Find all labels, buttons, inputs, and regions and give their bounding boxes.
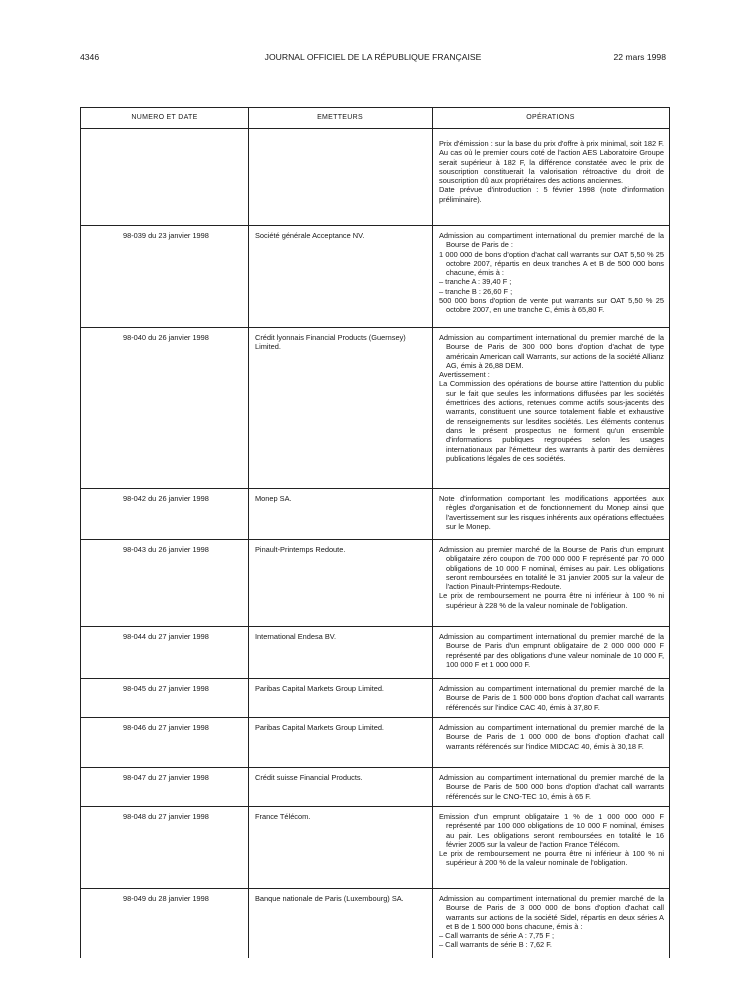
row-separator (81, 767, 669, 768)
operation-paragraph: Admission au compartiment international du premier marché de la Bourse de Paris de 300 000 bons d'option d'achat de type américain American call Warrants, sur actions de la société Allianz AG, émis à 26,88 DEM. (439, 333, 664, 370)
operation-paragraph: Le prix de remboursement ne pourra être ni inférieur à 100 % ni supérieur à 228 % de la valeur nominale de l'obligation. (439, 591, 664, 610)
column-divider (432, 108, 433, 958)
table-header (81, 108, 669, 129)
operation-paragraph: – tranche A : 39,40 F ; (439, 277, 512, 287)
row-issuer: Banque nationale de Paris (Luxembourg) SA. (255, 894, 404, 903)
operation-paragraph: 500 000 bons d'option de vente put warrants sur OAT 5,50 % 25 octobre 2007, en une tranche C, émis à 65,80 F. (439, 296, 664, 315)
row-issuer: Paribas Capital Markets Group Limited. (255, 723, 384, 732)
row-operations (439, 231, 664, 315)
header-numero-et-date: NUMERO ET DATE (131, 114, 198, 121)
row-number-date: 98-040 du 26 janvier 1998 (123, 333, 209, 342)
row-operations (439, 723, 664, 751)
operation-paragraph: Admission au compartiment international du premier marché de la Bourse de Paris de 500 000 bons d'option d'achat call warrants référencés sur le CNO-TEC 10, émis à 65 F. (439, 773, 664, 801)
row-separator (81, 626, 669, 627)
row-separator (81, 225, 669, 226)
row-number-date: 98-046 du 27 janvier 1998 (123, 723, 209, 732)
operation-paragraph: Date prévue d'introduction : 5 février 1998 (note d'information préliminaire). (439, 185, 664, 204)
operation-paragraph: Admission au compartiment international du premier marché de la Bourse de Paris de 1 500 000 bons d'option d'achat call warrants référencés sur l'indice CAC 40, émis à 37,80 F. (439, 684, 664, 712)
row-issuer: Pinault-Printemps Redoute. (255, 545, 346, 554)
row-number-date: 98-047 du 27 janvier 1998 (123, 773, 209, 782)
row-separator (81, 678, 669, 679)
row-number-date: 98-043 du 26 janvier 1998 (123, 545, 209, 554)
operation-paragraph: – Call warrants de série B : 7,62 F. (439, 940, 552, 950)
row-number-date: 98-048 du 27 janvier 1998 (123, 812, 209, 821)
operations-table (80, 107, 670, 958)
operation-paragraph: Admission au premier marché de la Bourse de Paris d'un emprunt obligataire zéro coupon de 700 000 000 F représenté par 70 000 obligations de 10 000 F nominal, émises au pair. Les obligations seront remboursées en totalité le 31 janvier 2005 sur la valeur de l'action Pinault-Printemps-Redoute. (439, 545, 664, 592)
page-number: 4346 (80, 52, 100, 62)
operation-paragraph: 1 000 000 de bons d'option d'achat call warrants sur OAT 5,50 % 25 octobre 2007, répartis en deux tranches A et B de 500 000 bons chacune, émis à : (439, 249, 664, 278)
operation-paragraph: Emission d'un emprunt obligataire 1 % de 1 000 000 000 F représenté par 100 000 obligations de 10 000 F nominal, émises au pair. Les obligations seront remboursées en totalité le 16 février 2005 sur la valeur de l'action France Télécom. (439, 812, 664, 849)
operation-paragraph: Admission au compartiment international du premier marché de la Bourse de Paris de 3 000 000 de bons d'option d'achat call warrants sur actions de la société Sidel, répartis en deux séries A et B de 1 500 000 bons chacune, émis à : (439, 894, 664, 931)
row-issuer: Paribas Capital Markets Group Limited. (255, 684, 384, 693)
operation-paragraph: – tranche B : 26,60 F ; (439, 286, 513, 296)
row-separator (81, 888, 669, 889)
operation-paragraph: Admission au compartiment international du premier marché de la Bourse de Paris de 1 000 000 de bons d'option d'achat call warrants référencés sur l'indice MIDCAC 40, émis à 30,18 F. (439, 723, 664, 751)
row-issuer: Monep SA. (255, 494, 292, 503)
row-separator (81, 488, 669, 489)
operation-paragraph: Note d'information comportant les modifications apportées aux règles d'organisation et de fonctionnement du Monep ainsi que l'avertissement sur les risques inhérents aux opérations effectuées sur le Monep. (439, 494, 664, 531)
row-issuer: Crédit lyonnais Financial Products (Guernsey) Limited. (255, 333, 406, 352)
row-issuer: France Télécom. (255, 812, 311, 821)
row-operations (439, 684, 664, 712)
operation-paragraph: Admission au compartiment international du premier marché de la Bourse de Paris d'un emprunt obligataire de 2 000 000 000 F représenté par des obligations d'une valeur nominale de 10 000 F, 100 000 F et 1 000 000 F. (439, 632, 664, 669)
row-number-date: 98-049 du 28 janvier 1998 (123, 894, 209, 903)
header-operations: OPÉRATIONS (526, 114, 575, 121)
row-operations (439, 545, 664, 610)
row-operations (439, 333, 664, 463)
issue-date: 22 mars 1998 (613, 52, 666, 62)
operation-paragraph: Avertissement : (439, 370, 490, 380)
operation-paragraph: Le prix de remboursement ne pourra être ni inférieur à 100 % ni supérieur à 200 % de la valeur nominale de l'obligation. (439, 849, 664, 868)
row-separator (81, 539, 669, 540)
row-operations (439, 494, 664, 531)
row-number-date: 98-042 du 26 janvier 1998 (123, 494, 209, 503)
row-separator (81, 717, 669, 718)
row-operations (439, 812, 664, 868)
row-separator (81, 806, 669, 807)
row-issuer: Crédit suisse Financial Products. (255, 773, 363, 782)
column-divider (248, 108, 249, 958)
row-number-date: 98-044 du 27 janvier 1998 (123, 632, 209, 641)
row-issuer: Société générale Acceptance NV. (255, 231, 365, 240)
row-number-date: 98-039 du 23 janvier 1998 (123, 231, 209, 240)
page-header (80, 52, 666, 66)
operation-paragraph: – Call warrants de série A : 7,75 F ; (439, 931, 555, 941)
row-issuer: International Endesa BV. (255, 632, 337, 641)
row-operations (439, 632, 664, 669)
row-separator (81, 327, 669, 328)
row-operations (439, 894, 664, 950)
header-emetteurs: EMETTEURS (317, 114, 363, 121)
journal-title: JOURNAL OFFICIEL DE LA RÉPUBLIQUE FRANÇAISE (264, 52, 482, 62)
row-operations (439, 773, 664, 801)
operation-paragraph: Prix d'émission : sur la base du prix d'offre à prix minimal, soit 182 F. Au cas où le premier cours coté de l'action AES Laboratoire Groupe serait supérieur à 182 F, la différence constatée avec le prix de souscription constituerait la valorisation rétroactive du droit de souscription dû aux propriétaires des actions anciennes. (439, 139, 664, 186)
operation-paragraph: La Commission des opérations de bourse attire l'attention du public sur le fait que seules les informations diffusées par les sociétés émettrices des actions, retenues comme actifs sous-jacents des warrants, constituent une source totalement fiable et exhaustive de renseignements sur lesdites sociétés. Les éléments contenus dans le présent prospectus ne forment qu'un ensemble d'informations publiques regroupées selon les usages internationaux par l'émetteur des warrants à partir des dernières publications légales de ces sociétés. (439, 379, 664, 463)
row-number-date: 98-045 du 27 janvier 1998 (123, 684, 209, 693)
continuation-operations (439, 139, 664, 204)
operation-paragraph: Admission au compartiment international du premier marché de la Bourse de Paris de : (439, 231, 664, 250)
